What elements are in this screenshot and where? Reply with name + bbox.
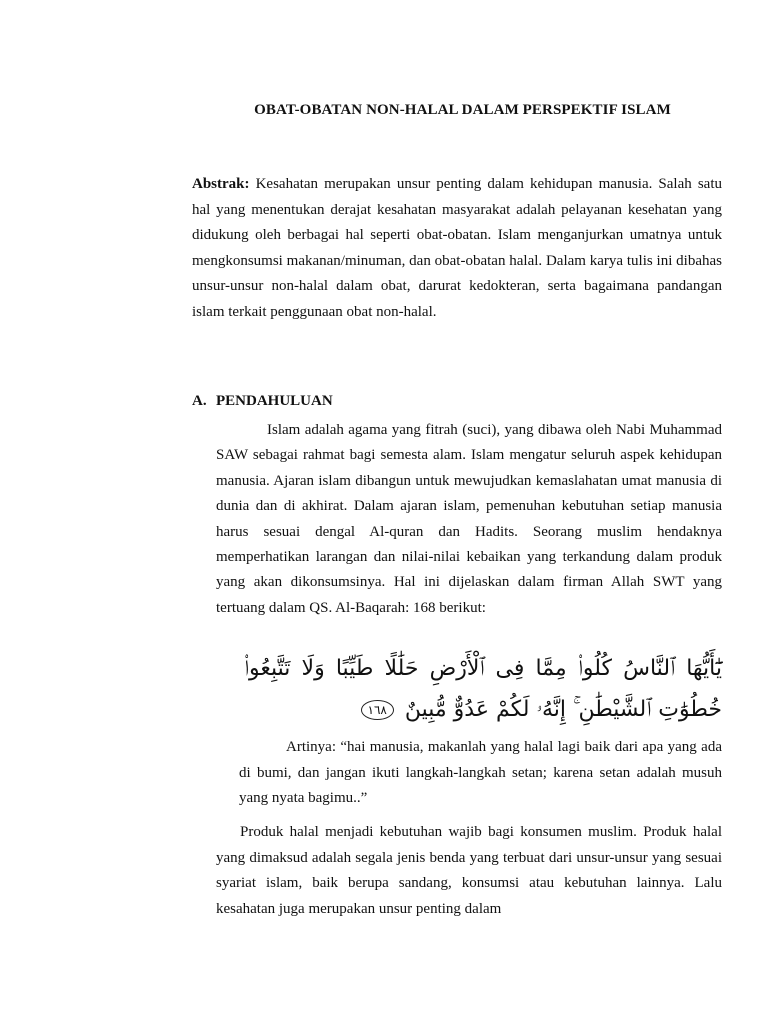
abstract-label: Abstrak: <box>192 176 250 192</box>
quran-verse <box>244 648 722 730</box>
abstract-text: Kesahatan merupakan unsur penting dalam kehidupan manusia. Salah satu hal yang menentukan derajat kesahatan masyarakat adalah pelayanan kesehatan yang didukung oleh berbagai hal seperti obat-obatan. Islam menganjurkan umatnya untuk mengkonsumsi makanan/minuman, dan obat-obatan halal. Dalam karya tulis ini dibahas unsur-unsur non-halal dalam obat, darurat kedokteran, serta bagaimana pandangan islam terkait penggunaan obat non-halal. <box>192 176 722 320</box>
intro-paragraph: Islam adalah agama yang fitrah (suci), yang dibawa oleh Nabi Muhammad SAW sebagai rahmat bagi semesta alam. Islam mengatur seluruh aspek kehidupan manusia. Ajaran islam dibangun untuk mewujudkan kemaslahatan umat manusia di dunia dan di akhirat. Dalam ajaran islam, pemenuhan kebutuhan setiap manusia harus sesuai dengal Al-quran dan Hadits. Seorang muslim hendaknya memperhatikan larangan dan nilai-nilai kebaikan yang terkandung dalam produk yang akan dikonsumsinya. Hal ini dijelaskan dalam firman Allah SWT yang tertuang dalam QS. Al-Baqarah: 168 berikut: <box>216 422 722 616</box>
section-heading <box>192 393 333 410</box>
verse-number-marker: ١٦٨ <box>361 700 394 720</box>
section-letter: A. <box>192 393 207 409</box>
body-paragraph: Produk halal menjadi kebutuhan wajib bagi konsumen muslim. Produk halal yang dimaksud adalah segala jenis benda yang terbuat dari unsur-unsur yang sesuai syariat islam, baik berupa sandang, konsumsi atau kebutuhan lainnya. Lalu kesahatan juga merupakan unsur penting dalam <box>216 824 722 917</box>
verse-translation: Artinya: “hai manusia, makanlah yang halal lagi baik dari apa yang ada di bumi, dan jangan ikuti langkah-langkah setan; karena setan adalah musuh yang nyata bagimu..” <box>239 739 722 806</box>
document-title: OBAT-OBATAN NON-HALAL DALAM PERSPEKTIF ISLAM <box>254 102 671 118</box>
abstract-paragraph <box>192 172 722 326</box>
section-title: PENDAHULUAN <box>216 393 333 409</box>
arabic-verse-text: يَٰٓأَيُّهَا ٱلنَّاسُ كُلُوا۟ مِمَّا فِى ٱلْأَرْضِ حَلَٰلًا طَيِّبًا وَلَا تَتَّبِعُوا۟ خُطُوَٰتِ ٱلشَّيْطَٰنِ ۚ إِنَّهُۥ لَكُمْ عَدُوٌّ مُّبِينٌ <box>244 656 722 722</box>
